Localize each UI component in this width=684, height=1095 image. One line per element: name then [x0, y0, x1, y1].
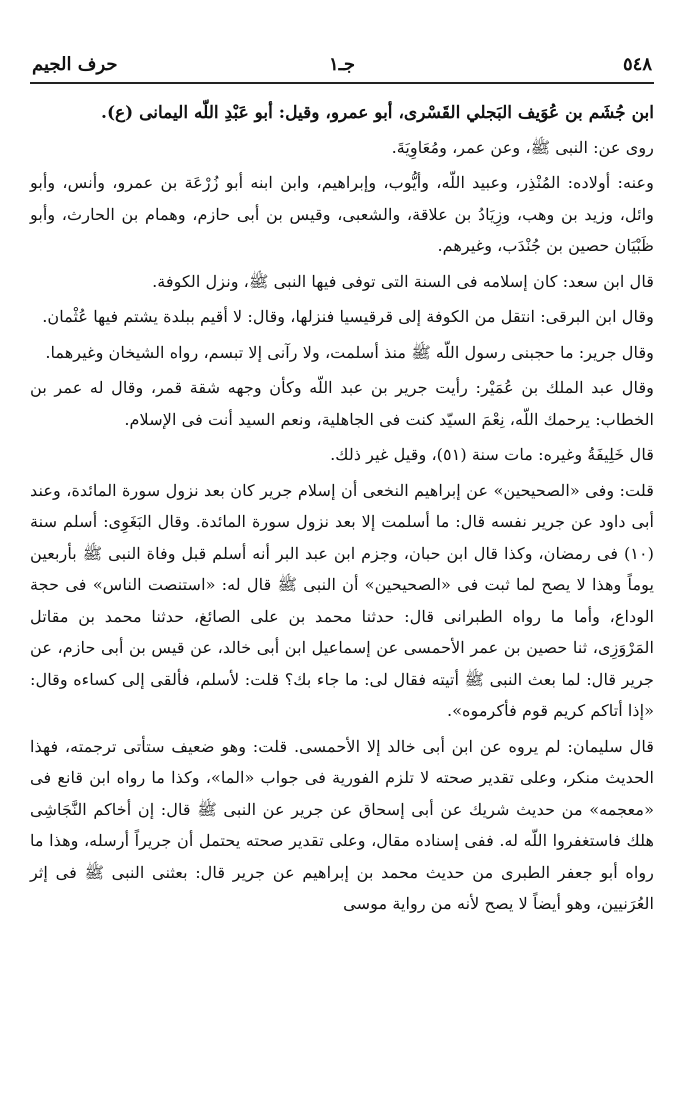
page-number: ٥٤٨ [622, 54, 652, 75]
page-header [30, 50, 654, 80]
paragraph-ibn-barqi: وقال ابن البرقى: انتقل من الكوفة إلى قرقيسيا فنزلها، وقال: لا أقيم ببلدة يشتم فيها عُثْمان. [42, 307, 654, 326]
paragraph-students: وعنه: أولاده: المُنْذِر، وعبيد اللّه، وأيُّوب، وإبراهيم، وابن ابنه أبو زُرْعَة بن عمرو، وأنس، وأبو وائل، وزيد بن وهب، وزِيَادُ بن علاقة، والشعبى، وقيس بن أبى حازم، وهمام بن الحارث، وأبو ظَبْيَان حصين بن جُنْدَب، وغيرهم. [30, 173, 654, 255]
book-page [30, 50, 654, 1075]
paragraph-khalifa: قال خَلِيفَةُ وغيره: مات سنة (٥١)، وقيل غير ذلك. [330, 445, 654, 464]
entry-title: ابن جُشَم بن عُوَيف البَجلي القَسْرى، أبو عمرو، وقيل: أبو عَبْدِ اللّه اليمانى (ع). [101, 103, 654, 123]
paragraph-abd-almalik: وقال عبد الملك بن عُمَيْر: رأيت جرير بن عبد اللّه وكأن وجهه شقة قمر، وقال له عمر بن الخطاب: يرحمك اللّه، نِعْمَ السيّد كنت فى الجاهلية، ونعم السيد أنت فى الإسلام. [30, 378, 654, 429]
header-rule [30, 82, 654, 84]
paragraph-commentary: قلت: وفى «الصحيحين» عن إبراهيم النخعى أن إسلام جرير كان بعد نزول سورة المائدة، وعند أبى داود عن جرير نفسه قال: ما أسلمت إلا بعد نزول سورة المائدة. وقال البَغَوِى: أسلم سنة (١٠) فى رمضان، وكذا قال ابن حبان، وجزم ابن عبد البر أنه أسلم قبل وفاة النبى ﷺ بأربعين يوماً وهذا لا يصح لما ثبت فى «الصحيحين» أن النبى ﷺ قال له: «استنصت الناس» فى حجة الوداع، وأما ما رواه الطبرانى قال: حدثنا محمد بن على الصائغ، حدثنا محمد بن مقاتل المَرْوَزِى، ثنا حصين بن عمر الأحمسى عن إسماعيل ابن أبى خالد، عن قيس بن أبى حازم، عن جرير قال: لما بعث النبى ﷺ أتيته فقال لى: ما جاء بك؟ قلت: لأسلم، فألقى إلى كساءه وقال: «إذا أتاكم كريم قوم فأكرموه». [30, 480, 654, 720]
page-body [30, 98, 654, 920]
paragraph-jarir-quote: وقال جرير: ما حجبنى رسول اللّه ﷺ منذ أسلمت، ولا رآنى إلا تبسم، رواه الشيخان وغيرهما. [45, 342, 654, 362]
volume-label: جـ١ [328, 54, 356, 75]
section-title: حرف الجيم [32, 54, 118, 75]
paragraph-sulayman: قال سليمان: لم يروه عن ابن أبى خالد إلا الأحمسى. قلت: وهو ضعيف ستأتى ترجمته، فهذا الحديث منكر، وعلى تقدير صحته لا تلزم الفورية فى جواب «الما»، وكذا ما رواه ابن قانع فى «معجمه» من حديث شريك عن أبى إسحاق عن جرير عن النبى ﷺ قال: إن أخاكم النَّجَاشِى هلك فاستغفروا اللّه له. ففى إسناده مقال، وعلى تقدير صحته يحتمل أن جريراً أرسله، وهذا ما رواه أبو جعفر الطبرى من حديث محمد بن إبراهيم عن جرير قال: بعثنى النبى ﷺ فى إثر العُرَنيين، وهو أيضاً لا يصح لأنه من رواية موسى [30, 736, 654, 913]
paragraph-ibn-saad: قال ابن سعد: كان إسلامه فى السنة التى توفى فيها النبى ﷺ، ونزل الكوفة. [152, 271, 654, 291]
paragraph-narrators: روى عن: النبى ﷺ، وعن عمر، ومُعَاوِيَةَ. [391, 137, 654, 157]
